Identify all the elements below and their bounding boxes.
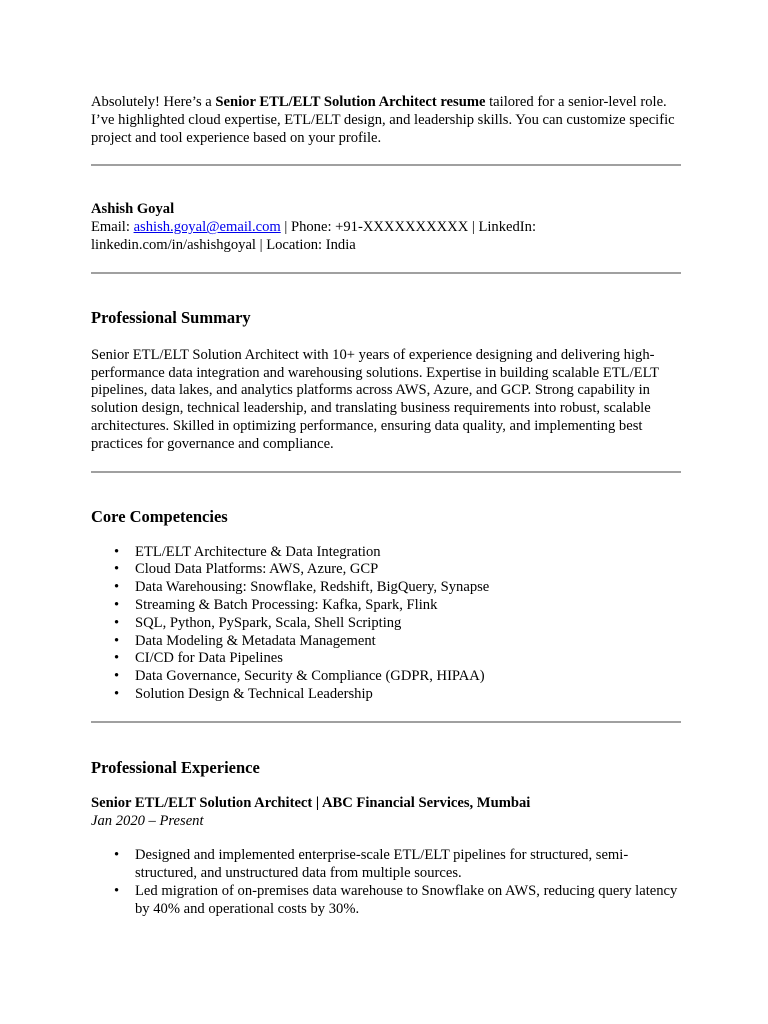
list-item: • Cloud Data Platforms: AWS, Azure, GCP — [135, 561, 681, 579]
job-entry — [91, 795, 681, 919]
intro-prefix: Absolutely! Here’s a — [91, 94, 216, 110]
list-item: • Data Modeling & Metadata Management — [135, 633, 681, 651]
contact-line-2: linkedin.com/in/ashishgoyal | Location: India — [91, 236, 356, 253]
divider — [91, 721, 681, 723]
job-dates: Jan 2020 – Present — [91, 812, 204, 829]
intro-suffix: tailored for a senior-level role. I’ve highlighted cloud expertise, ETL/ELT design, and leadership skills. You can customize specific project and tool experience based on your profile. — [91, 94, 675, 146]
list-item: • Streaming & Batch Processing: Kafka, Spark, Flink — [135, 597, 681, 615]
competencies-list — [91, 544, 681, 704]
contact-line — [91, 219, 681, 237]
experience-heading: Professional Experience — [91, 757, 260, 777]
contact-rest: | Phone: +91-XXXXXXXXXX | LinkedIn: — [280, 219, 536, 236]
divider — [91, 272, 681, 274]
competencies-heading: Core Competencies — [91, 506, 228, 526]
candidate-name: Ashish Goyal — [91, 201, 175, 218]
divider — [91, 164, 681, 166]
list-item: • ETL/ELT Architecture & Data Integration — [135, 544, 681, 562]
list-item: • Designed and implemented enterprise-scale ETL/ELT pipelines for structured, semi-structured, and unstructured data from multiple sources. — [135, 847, 681, 883]
list-item: • Led migration of on-premises data warehouse to Snowflake on AWS, reducing query latency by 40% and operational costs by 30%. — [135, 883, 681, 919]
list-item: • Data Warehousing: Snowflake, Redshift, BigQuery, Synapse — [135, 579, 681, 597]
list-item: • SQL, Python, PySpark, Scala, Shell Scripting — [135, 615, 681, 633]
contact-block — [91, 201, 681, 254]
job-bullets — [91, 847, 681, 918]
email-label: Email: — [91, 219, 134, 236]
resume-document — [91, 94, 681, 919]
email-link[interactable]: ashish.goyal@email.com — [133, 219, 281, 236]
job-title: Senior ETL/ELT Solution Architect | ABC Financial Services, Mumbai — [91, 794, 531, 811]
intro-bold: Senior ETL/ELT Solution Architect resume — [215, 94, 486, 110]
intro-paragraph — [91, 94, 681, 147]
summary-heading: Professional Summary — [91, 307, 251, 327]
summary-text: Senior ETL/ELT Solution Architect with 10+ years of experience designing and delivering high-performance data integration and warehousing solutions. Expertise in building scalable ETL/ELT pipelines, data lakes, and analytics platforms across AWS, Azure, and GCP. Strong capability in solution design, technical leadership, and translating business requirements into robust, scalable architectures. Skilled in optimizing performance, ensuring data quality, and implementing best practices for governance and compliance. — [91, 346, 659, 452]
divider — [91, 471, 681, 473]
list-item: • Data Governance, Security & Compliance (GDPR, HIPAA) — [135, 668, 681, 686]
list-item: • Solution Design & Technical Leadership — [135, 686, 681, 704]
list-item: • CI/CD for Data Pipelines — [135, 650, 681, 668]
